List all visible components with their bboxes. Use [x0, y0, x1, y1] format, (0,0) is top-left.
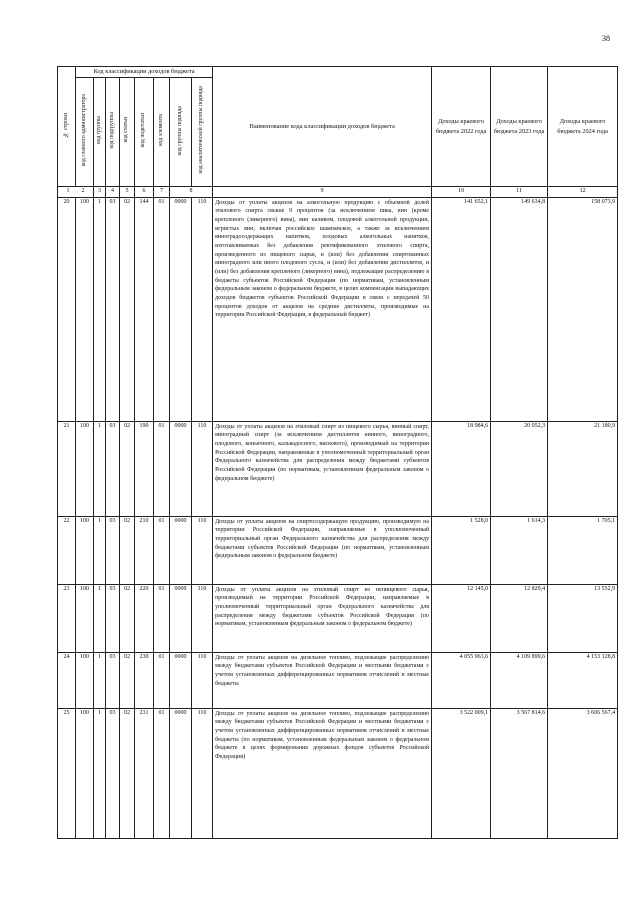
income-2023: 4 109 899,6 [491, 652, 548, 708]
column-number: 1 2 [58, 187, 94, 198]
column-number: 5 [120, 187, 135, 198]
column-number: 9 [213, 187, 432, 198]
header-classification-group: Код классификации доходов бюджета [76, 67, 213, 78]
row-number: 21 [58, 421, 76, 516]
income-name: Доходы от уплаты акцизов на спиртосодержащую продукцию, производимую на территории Российской Федерации, направляемые в уполномоченный территориальный орган Федерального казначейства для распределения между бюджетами субъектов Российской Федерации (по нормативам, установленным федеральным законом о федеральном бюджете) [213, 516, 432, 584]
header-row-no: № строки [58, 67, 76, 187]
group-code: 1 [94, 584, 106, 652]
subtype-group-code: 0000 [170, 421, 192, 516]
income-2023: 3 567 814,6 [491, 708, 548, 838]
group-code: 1 [94, 652, 106, 708]
income-2023: 12 829,4 [491, 584, 548, 652]
income-2023: 20 052,3 [491, 421, 548, 516]
row-number: 22 [58, 516, 76, 584]
element-code: 01 [154, 584, 170, 652]
header-article-code: код статьи [120, 78, 135, 187]
article-code: 02 [120, 421, 135, 516]
admin-code: 100 [76, 584, 94, 652]
income-2024: 21 180,9 [548, 421, 618, 516]
group-code: 1 [94, 421, 106, 516]
table-row [58, 516, 618, 584]
header-subarticle-code: код подстатьи [135, 78, 154, 187]
subtype-group-code: 0000 [170, 584, 192, 652]
column-number: 10 [432, 187, 491, 198]
table-row [58, 197, 618, 421]
element-code: 01 [154, 516, 170, 584]
subarticle-code: 220 [135, 584, 154, 652]
group-code: 1 [94, 197, 106, 421]
analytic-group-code: 110 [192, 197, 213, 421]
article-code: 02 [120, 708, 135, 838]
subtype-group-code: 0000 [170, 516, 192, 584]
header-group-code: код группы [94, 78, 106, 187]
subgroup-code: 03 [106, 516, 120, 584]
header-income-2023: Доходы краевого бюджета 2023 года [491, 67, 548, 187]
page-number: 38 [602, 34, 610, 43]
header-income-2024: Доходы краевого бюджета 2024 года [548, 67, 618, 187]
admin-code: 100 [76, 652, 94, 708]
admin-code: 100 [76, 708, 94, 838]
analytic-group-code: 110 [192, 584, 213, 652]
header-analytic-group-code: код аналитической группы подвида [192, 78, 213, 187]
subarticle-code: 231 [135, 708, 154, 838]
element-code: 01 [154, 197, 170, 421]
element-code: 01 [154, 652, 170, 708]
income-2024: 3 606 567,4 [548, 708, 618, 838]
column-number: 8 [170, 187, 213, 198]
income-2024: 13 552,9 [548, 584, 618, 652]
analytic-group-code: 110 [192, 652, 213, 708]
income-2022: 141 652,1 [432, 197, 491, 421]
row-number: 25 [58, 708, 76, 838]
column-number: 4 [106, 187, 120, 198]
row-number: 23 [58, 584, 76, 652]
column-number: 3 [94, 187, 106, 198]
header-subgroup-code: код подгруппы [106, 78, 120, 187]
subarticle-code: 190 [135, 421, 154, 516]
group-code: 1 [94, 516, 106, 584]
income-2024: 4 153 128,8 [548, 652, 618, 708]
table-row [58, 421, 618, 516]
subarticle-code: 144 [135, 197, 154, 421]
analytic-group-code: 110 [192, 516, 213, 584]
column-number: 6 [135, 187, 154, 198]
article-code: 02 [120, 197, 135, 421]
subtype-group-code: 0000 [170, 708, 192, 838]
row-number: 24 [58, 652, 76, 708]
column-number-row [58, 187, 618, 198]
income-2024: 1 705,1 [548, 516, 618, 584]
column-number: 7 [154, 187, 170, 198]
income-name: Доходы от уплаты акцизов на этиловый спирт из непищевого сырья, производимый на территории Российской Федерации, направляемые в уполномоченный территориальный орган Федерального казначейства для распределения между бюджетами субъектов Российской Федерации (по нормативам, установленным федеральным законом о федеральном бюджете) [213, 584, 432, 652]
table-row [58, 708, 618, 838]
article-code: 02 [120, 584, 135, 652]
table-row [58, 652, 618, 708]
income-name: Доходы от уплаты акцизов на этиловый спирт из пищевого сырья, винный спирт, виноградный спирт (за исключением дистиллятов винного, виноградного, плодового, коньячного, кальвадосного, вискового), производимый на территории Российской Федерации, направляемые в уполномоченный территориальный орган Федерального казначейства для распределения между бюджетами субъектов Российской Федерации (по нормативам, установленным федеральным законом о федеральном бюджете) [213, 421, 432, 516]
income-2023: 149 634,8 [491, 197, 548, 421]
column-number: 11 [491, 187, 548, 198]
income-2022: 18 984,6 [432, 421, 491, 516]
admin-code: 100 [76, 516, 94, 584]
header-income-2022: Доходы краевого бюджета 2022 года [432, 67, 491, 187]
budget-income-table [57, 66, 618, 839]
article-code: 02 [120, 516, 135, 584]
element-code: 01 [154, 421, 170, 516]
column-number: 12 [548, 187, 618, 198]
income-2022: 12 145,0 [432, 584, 491, 652]
header-subtype-group-code: код группы подвида [170, 78, 192, 187]
income-name: Доходы от уплаты акцизов на алкогольную продукцию с объемной долей этилового спирта свыше 9 процентов (за исключением пива, вин (кроме крепленого (ликерного) вина), вин наливом, плодовой алкогольной продукции, игристых вин, включая российское шампанское, а также за исключением виноградосодержащих напитков, плодовых алкогольных напитков, изготавливаемых без добавления ректификованного этилового спирта, произведенного из пищевого сырья, и (или) без добавления спиртованных виноградного или иного плодового сусла, и (или) без добавления дистиллятов, и (или) без добавления крепленого (ликерного) вина), подлежащие распределению в бюджеты субъектов Российской Федерации (по нормативам, установленным федеральным законом о федеральном бюджете, в целях компенсации выпадающих доходов бюджетов субъектов Российской Федерации в связи с передачей 50 процентов доходов от акцизов на средние дистилляты, производимые на территории Российской Федерации, в федеральный бюджет) [213, 197, 432, 421]
header-name: Наименование кода классификации доходов бюджета [213, 67, 432, 187]
subgroup-code: 03 [106, 652, 120, 708]
admin-code: 100 [76, 197, 94, 421]
table-row [58, 584, 618, 652]
analytic-group-code: 110 [192, 708, 213, 838]
subgroup-code: 03 [106, 584, 120, 652]
subgroup-code: 03 [106, 197, 120, 421]
header-element-code: код элемента [154, 78, 170, 187]
admin-code: 100 [76, 421, 94, 516]
subgroup-code: 03 [106, 421, 120, 516]
income-name: Доходы от уплаты акцизов на дизельное топливо, подлежащие распределению между бюджетами субъектов Российской Федерации и местными бюджетами с учетом установленных дифференцированных нормативов отчислений в местные бюджеты (по нормативам, установленным федеральным законом о федеральном бюджете в целях формирования дорожных фондов субъектов Российской Федерации) [213, 708, 432, 838]
subtype-group-code: 0000 [170, 652, 192, 708]
header-admin-code: код главного администратора [76, 78, 94, 187]
income-2022: 4 055 963,6 [432, 652, 491, 708]
income-2022: 1 528,0 [432, 516, 491, 584]
income-2024: 158 073,9 [548, 197, 618, 421]
row-number: 20 [58, 197, 76, 421]
income-name: Доходы от уплаты акцизов на дизельное топливо, подлежащие распределению между бюджетами субъектов Российской Федерации и местными бюджетами с учетом установленных дифференцированных нормативов отчислений в местные бюджеты [213, 652, 432, 708]
subarticle-code: 230 [135, 652, 154, 708]
subarticle-code: 210 [135, 516, 154, 584]
subtype-group-code: 0000 [170, 197, 192, 421]
group-code: 1 [94, 708, 106, 838]
income-2022: 3 522 009,1 [432, 708, 491, 838]
article-code: 02 [120, 652, 135, 708]
analytic-group-code: 110 [192, 421, 213, 516]
subgroup-code: 03 [106, 708, 120, 838]
income-2023: 1 614,3 [491, 516, 548, 584]
element-code: 01 [154, 708, 170, 838]
